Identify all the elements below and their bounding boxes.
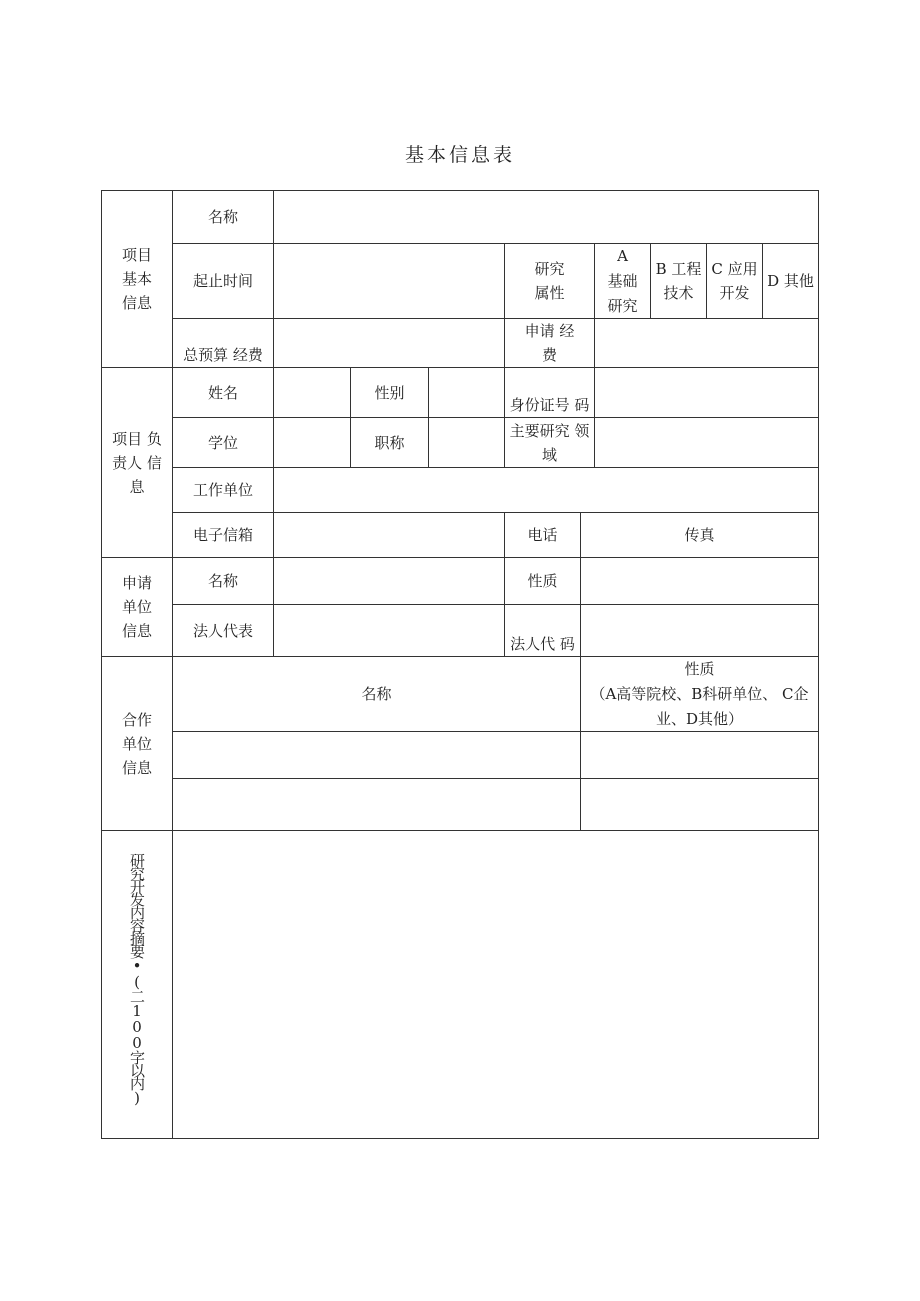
section-label: 申请 单位 信息 xyxy=(121,574,152,640)
id-number-label: 身份证号 码 xyxy=(504,367,595,418)
period-field[interactable] xyxy=(273,243,505,319)
email-field[interactable] xyxy=(273,512,505,558)
section-leader xyxy=(101,367,173,558)
attr-option-b[interactable]: B 工程 技术 xyxy=(650,243,707,319)
applicant-nature-field[interactable] xyxy=(580,557,819,605)
fax-label: 传真 xyxy=(580,512,819,558)
legal-code-field[interactable] xyxy=(580,604,819,657)
workplace-field[interactable] xyxy=(273,467,819,513)
budget-label: 总预算 经费 xyxy=(172,318,274,368)
attr-option-d[interactable]: D 其他 xyxy=(762,243,819,319)
section-project-basic xyxy=(101,190,173,368)
period-label: 起止时间 xyxy=(172,243,274,319)
partner-nature-field-2[interactable] xyxy=(580,778,819,831)
degree-label: 学位 xyxy=(172,417,274,468)
research-field-field[interactable] xyxy=(594,417,819,468)
partner-name-header: 名称 xyxy=(172,656,581,732)
section-label: 项目 基本 信息 xyxy=(121,246,152,312)
degree-field[interactable] xyxy=(273,417,351,468)
section-label: 项目 负 责人 信 息 xyxy=(112,429,162,496)
attr-option-c[interactable]: C 应用 开发 xyxy=(706,243,763,319)
apply-fund-label: 申请 经 费 xyxy=(504,318,595,368)
applicant-nature-label: 性质 xyxy=(504,557,581,605)
workplace-label: 工作单位 xyxy=(172,467,274,513)
partner-nature-field-1[interactable] xyxy=(580,731,819,779)
page-title: 基本信息表 xyxy=(404,144,515,166)
applicant-name-label: 名称 xyxy=(172,557,274,605)
section-partner xyxy=(101,656,173,831)
research-attr-label: 研究 属性 xyxy=(504,243,595,319)
project-name-label: 名称 xyxy=(172,190,274,244)
summary-field[interactable] xyxy=(172,830,819,1139)
budget-field[interactable] xyxy=(273,318,505,368)
phone-label: 电话 xyxy=(504,512,581,558)
section-applicant xyxy=(101,557,173,657)
email-label: 电子信箱 xyxy=(172,512,274,558)
section-label: 研究开发内容摘要•(二100字以内) xyxy=(128,853,146,1105)
legal-rep-field[interactable] xyxy=(273,604,505,657)
id-number-field[interactable] xyxy=(594,367,819,418)
partner-name-field-1[interactable] xyxy=(172,731,581,779)
legal-rep-label: 法人代表 xyxy=(172,604,274,657)
gender-field[interactable] xyxy=(428,367,505,418)
applicant-name-field[interactable] xyxy=(273,557,505,605)
section-summary xyxy=(101,830,173,1139)
partner-nature-header: 性质 （A高等院校、B科研单位、 C企 业、D其他） xyxy=(580,656,819,732)
project-name-field[interactable] xyxy=(273,190,819,244)
leader-name-label: 姓名 xyxy=(172,367,274,418)
legal-code-label: 法人代 码 xyxy=(504,604,581,657)
leader-name-field[interactable] xyxy=(273,367,351,418)
title-field[interactable] xyxy=(428,417,505,468)
attr-option-a[interactable]: A 基础 研究 xyxy=(594,243,651,319)
partner-name-field-2[interactable] xyxy=(172,778,581,831)
research-field-label: 主要研究 领 域 xyxy=(504,417,595,468)
title-label: 职称 xyxy=(350,417,429,468)
gender-label: 性别 xyxy=(350,367,429,418)
apply-fund-field[interactable] xyxy=(594,318,819,368)
section-label: 合作 单位 信息 xyxy=(121,710,152,777)
